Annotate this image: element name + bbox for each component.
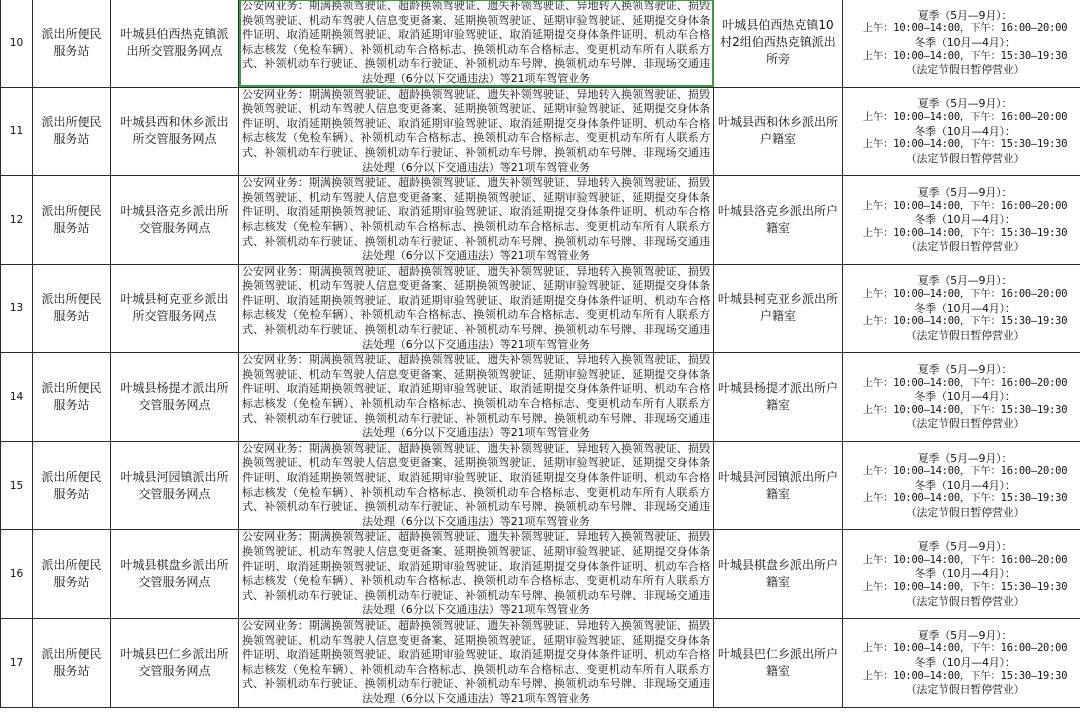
winter-hours: 上午：10:00—14:00，下午：15:30—19:30 (862, 403, 1068, 416)
business-hours (843, 176, 1080, 265)
summer-hours: 上午：10:00—14:00，下午：16:00—20:00 (862, 110, 1068, 123)
summer-hours: 上午：10:00—14:00，下午：16:00—20:00 (862, 376, 1068, 389)
business-scope: 公安网业务：期满换领驾驶证、超龄换领驾驶证、遗失补领驾驶证、异地转入换领驾驶证、损毁换领驾驶证、机动车驾驶人信息变更备案、延期换领驾驶证、延期审验驾驶证、延期提交身体条件证明、取消延期换领驾驶证、取消延期审验驾驶证、取消延期提交身体条件证明、机动车合格标志核发（免检车辆）、补领机动车合格标志、换领机动车合格标志、变更机动车所有人联系方式、补领机动车行驶证、换领机动车行驶证、补领机动车号牌、换领机动车号牌、非现场交通违法处理（6分以下交通违法）等21项车驾管业务 (239, 618, 714, 707)
station-type: 派出所便民服务站 (33, 176, 111, 265)
summer-season-label: 夏季（5月—9月）： (917, 185, 1013, 199)
table-row (1, 441, 1080, 530)
row-number: 10 (1, 0, 33, 87)
summer-hours: 上午：10:00—14:00，下午：16:00—20:00 (862, 642, 1068, 655)
summer-hours: 上午：10:00—14:00，下午：16:00—20:00 (862, 199, 1068, 212)
service-address: 叶城县洛克乡派出所户籍室 (714, 176, 843, 265)
winter-hours: 上午：10:00—14:00，下午：15:30—19:30 (862, 492, 1068, 505)
business-scope: 公安网业务：期满换领驾驶证、超龄换领驾驶证、遗失补领驾驶证、异地转入换领驾驶证、损毁换领驾驶证、机动车驾驶人信息变更备案、延期换领驾驶证、延期审验驾驶证、延期提交身体条件证明、取消延期换领驾驶证、取消延期审验驾驶证、取消延期提交身体条件证明、机动车合格标志核发（免检车辆）、补领机动车合格标志、换领机动车合格标志、变更机动车所有人联系方式、补领机动车行驶证、换领机动车行驶证、补领机动车号牌、换领机动车号牌、非现场交通违法处理（6分以下交通违法）等21项车驾管业务 (239, 264, 714, 353)
table-row (1, 87, 1080, 176)
holiday-note: （法定节假日暂停营业） (905, 151, 1025, 165)
row-number: 16 (1, 530, 33, 619)
table-row (1, 618, 1080, 707)
row-number: 14 (1, 353, 33, 442)
winter-hours: 上午：10:00—14:00，下午：15:30—19:30 (862, 49, 1068, 62)
winter-hours: 上午：10:00—14:00，下午：15:30—19:30 (862, 669, 1068, 682)
business-scope: 公安网业务：期满换领驾驶证、超龄换领驾驶证、遗失补领驾驶证、异地转入换领驾驶证、损毁换领驾驶证、机动车驾驶人信息变更备案、延期换领驾驶证、延期审验驾驶证、延期提交身体条件证明、取消延期换领驾驶证、取消延期审验驾驶证、取消延期提交身体条件证明、机动车合格标志核发（免检车辆）、补领机动车合格标志、换领机动车合格标志、变更机动车所有人联系方式、补领机动车行驶证、换领机动车行驶证、补领机动车号牌、换领机动车号牌、非现场交通违法处理（6分以下交通违法）等21项车驾管业务 (239, 441, 714, 530)
service-address: 叶城县柯克亚乡派出所户籍室 (714, 264, 843, 353)
table-row (1, 530, 1080, 619)
winter-hours: 上午：10:00—14:00，下午：15:30—19:30 (862, 226, 1068, 239)
business-hours (843, 264, 1080, 353)
business-hours (843, 530, 1080, 619)
table-row (1, 353, 1080, 442)
business-hours (843, 87, 1080, 176)
winter-hours: 上午：10:00—14:00，下午：15:30—19:30 (862, 315, 1068, 328)
row-number: 11 (1, 87, 33, 176)
winter-season-label: 冬季（10月—4月）： (914, 301, 1016, 315)
holiday-note: （法定节假日暂停营业） (905, 240, 1025, 254)
business-scope: 公安网业务：期满换领驾驶证、超龄换领驾驶证、遗失补领驾驶证、异地转入换领驾驶证、损毁换领驾驶证、机动车驾驶人信息变更备案、延期换领驾驶证、延期审验驾驶证、延期提交身体条件证明、取消延期换领驾驶证、取消延期审验驾驶证、取消延期提交身体条件证明、机动车合格标志核发（免检车辆）、补领机动车合格标志、换领机动车合格标志、变更机动车所有人联系方式、补领机动车行驶证、换领机动车行驶证、补领机动车号牌、换领机动车号牌、非现场交通违法处理（6分以下交通违法）等21项车驾管业务 (239, 353, 714, 442)
station-type: 派出所便民服务站 (33, 87, 111, 176)
winter-season-label: 冬季（10月—4月）： (914, 213, 1016, 227)
service-point-name: 叶城县棋盘乡派出所交管服务网点 (111, 530, 239, 619)
service-address: 叶城县棋盘乡派出所户籍室 (714, 530, 843, 619)
service-address: 叶城县巴仁乡派出所户籍室 (714, 618, 843, 707)
station-type: 派出所便民服务站 (33, 441, 111, 530)
row-number: 12 (1, 176, 33, 265)
summer-season-label: 夏季（5月—9月）： (917, 274, 1013, 288)
row-number: 15 (1, 441, 33, 530)
row-number: 17 (1, 618, 33, 707)
service-point-name: 叶城县西和休乡派出所交管服务网点 (111, 87, 239, 176)
winter-hours: 上午：10:00—14:00，下午：15:30—19:30 (862, 580, 1068, 593)
business-scope: 公安网业务：期满换领驾驶证、超龄换领驾驶证、遗失补领驾驶证、异地转入换领驾驶证、损毁换领驾驶证、机动车驾驶人信息变更备案、延期换领驾驶证、延期审验驾驶证、延期提交身体条件证明、取消延期换领驾驶证、取消延期审验驾驶证、取消延期提交身体条件证明、机动车合格标志核发（免检车辆）、补领机动车合格标志、换领机动车合格标志、变更机动车所有人联系方式、补领机动车行驶证、换领机动车行驶证、补领机动车号牌、换领机动车号牌、非现场交通违法处理（6分以下交通违法）等21项车驾管业务 (239, 530, 714, 619)
table-row (1, 0, 1080, 87)
service-point-name: 叶城县杨提才派出所交管服务网点 (111, 353, 239, 442)
service-point-name: 叶城县柯克亚乡派出所交管服务网点 (111, 264, 239, 353)
station-type: 派出所便民服务站 (33, 530, 111, 619)
table-row (1, 176, 1080, 265)
summer-hours: 上午：10:00—14:00，下午：16:00—20:00 (862, 22, 1068, 35)
service-address: 叶城县伯西热克镇10村2组伯西热克镇派出所旁 (714, 0, 843, 87)
holiday-note: （法定节假日暂停营业） (905, 594, 1025, 608)
winter-hours: 上午：10:00—14:00，下午：15:30—19:30 (862, 138, 1068, 151)
winter-season-label: 冬季（10月—4月）： (914, 35, 1016, 49)
service-address: 叶城县西和休乡派出所户籍室 (714, 87, 843, 176)
business-hours (843, 353, 1080, 442)
table-body (1, 0, 1080, 707)
service-address: 叶城县杨提才派出所户籍室 (714, 353, 843, 442)
summer-hours: 上午：10:00—14:00，下午：16:00—20:00 (862, 553, 1068, 566)
summer-hours: 上午：10:00—14:00，下午：16:00—20:00 (862, 465, 1068, 478)
summer-season-label: 夏季（5月—9月）： (917, 97, 1013, 111)
business-hours (843, 0, 1080, 87)
summer-season-label: 夏季（5月—9月）： (917, 451, 1013, 465)
station-type: 派出所便民服务站 (33, 0, 111, 87)
winter-season-label: 冬季（10月—4月）： (914, 567, 1016, 581)
service-point-name: 叶城县巴仁乡派出所交管服务网点 (111, 618, 239, 707)
business-hours (843, 441, 1080, 530)
holiday-note: （法定节假日暂停营业） (905, 63, 1025, 77)
row-number: 13 (1, 264, 33, 353)
station-type: 派出所便民服务站 (33, 353, 111, 442)
winter-season-label: 冬季（10月—4月）： (914, 655, 1016, 669)
station-type: 派出所便民服务站 (33, 618, 111, 707)
summer-season-label: 夏季（5月—9月）： (917, 540, 1013, 554)
summer-season-label: 夏季（5月—9月）： (917, 363, 1013, 377)
service-address: 叶城县河园镇派出所户籍室 (714, 441, 843, 530)
service-point-name: 叶城县洛克乡派出所交管服务网点 (111, 176, 239, 265)
winter-season-label: 冬季（10月—4月）： (914, 478, 1016, 492)
holiday-note: （法定节假日暂停营业） (905, 505, 1025, 519)
holiday-note: （法定节假日暂停营业） (905, 417, 1025, 431)
business-scope: 公安网业务：期满换领驾驶证、超龄换领驾驶证、遗失补领驾驶证、异地转入换领驾驶证、损毁换领驾驶证、机动车驾驶人信息变更备案、延期换领驾驶证、延期审验驾驶证、延期提交身体条件证明、取消延期换领驾驶证、取消延期审验驾驶证、取消延期提交身体条件证明、机动车合格标志核发（免检车辆）、补领机动车合格标志、换领机动车合格标志、变更机动车所有人联系方式、补领机动车行驶证、换领机动车行驶证、补领机动车号牌、换领机动车号牌、非现场交通违法处理（6分以下交通违法）等21项车驾管业务 (239, 0, 714, 87)
table-row (1, 264, 1080, 353)
station-type: 派出所便民服务站 (33, 264, 111, 353)
holiday-note: （法定节假日暂停营业） (905, 683, 1025, 697)
business-hours (843, 618, 1080, 707)
business-scope: 公安网业务：期满换领驾驶证、超龄换领驾驶证、遗失补领驾驶证、异地转入换领驾驶证、损毁换领驾驶证、机动车驾驶人信息变更备案、延期换领驾驶证、延期审验驾驶证、延期提交身体条件证明、取消延期换领驾驶证、取消延期审验驾驶证、取消延期提交身体条件证明、机动车合格标志核发（免检车辆）、补领机动车合格标志、换领机动车合格标志、变更机动车所有人联系方式、补领机动车行驶证、换领机动车行驶证、补领机动车号牌、换领机动车号牌、非现场交通违法处理（6分以下交通违法）等21项车驾管业务 (239, 87, 714, 176)
service-point-name: 叶城县伯西热克镇派出所交管服务网点 (111, 0, 239, 87)
winter-season-label: 冬季（10月—4月）： (914, 124, 1016, 138)
holiday-note: （法定节假日暂停营业） (905, 328, 1025, 342)
summer-season-label: 夏季（5月—9月）： (917, 628, 1013, 642)
business-scope: 公安网业务：期满换领驾驶证、超龄换领驾驶证、遗失补领驾驶证、异地转入换领驾驶证、损毁换领驾驶证、机动车驾驶人信息变更备案、延期换领驾驶证、延期审验驾驶证、延期提交身体条件证明、取消延期换领驾驶证、取消延期审验驾驶证、取消延期提交身体条件证明、机动车合格标志核发（免检车辆）、补领机动车合格标志、换领机动车合格标志、变更机动车所有人联系方式、补领机动车行驶证、换领机动车行驶证、补领机动车号牌、换领机动车号牌、非现场交通违法处理（6分以下交通违法）等21项车驾管业务 (239, 176, 714, 265)
winter-season-label: 冬季（10月—4月）： (914, 390, 1016, 404)
service-point-name: 叶城县河园镇派出所交管服务网点 (111, 441, 239, 530)
summer-hours: 上午：10:00—14:00，下午：16:00—20:00 (862, 288, 1068, 301)
summer-season-label: 夏季（5月—9月）： (917, 8, 1013, 22)
